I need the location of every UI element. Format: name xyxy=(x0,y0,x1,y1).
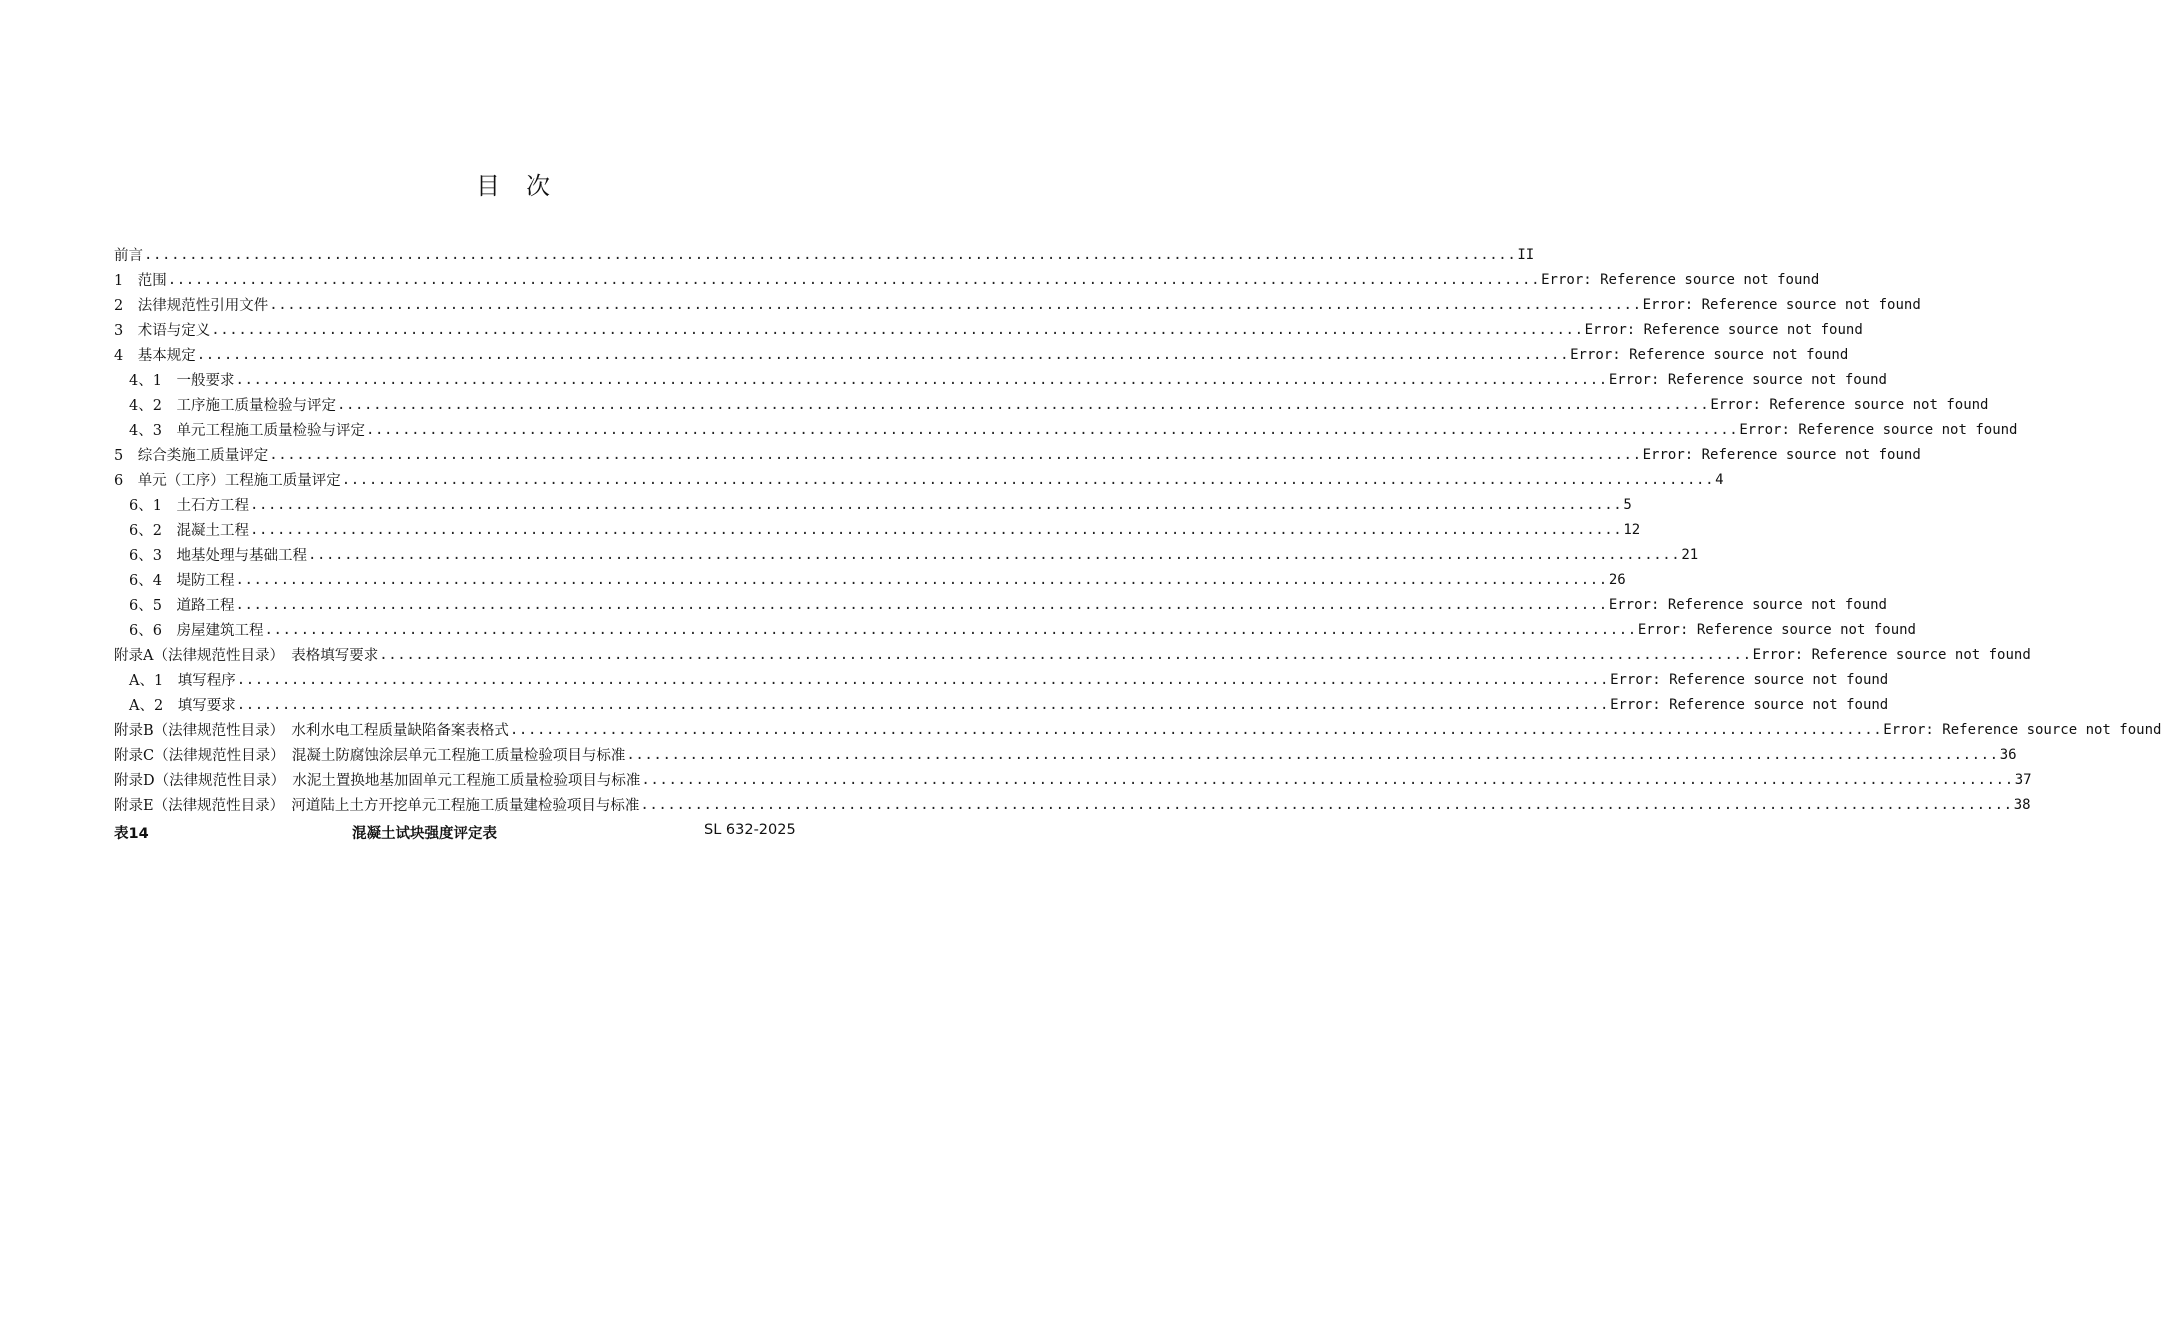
toc-entry-page: Error: Reference source not found xyxy=(1739,421,2018,438)
toc-entry[interactable] xyxy=(114,767,2032,792)
toc-entry-label: 4、1 一般要求 xyxy=(129,373,235,389)
toc-leader-dots: ........................................................................................................................................................ xyxy=(641,771,2014,788)
toc-entry-page: 37 xyxy=(2014,771,2032,788)
page-title-char-1: 目 xyxy=(476,172,500,200)
toc-entry-page: II xyxy=(1517,246,1535,263)
toc-leader-dots: ........................................................................................................................................................ xyxy=(236,696,1610,713)
toc-entry[interactable] xyxy=(114,567,1626,592)
toc-entry[interactable] xyxy=(114,442,1921,467)
toc-entry-page: Error: Reference source not found xyxy=(1610,696,1889,713)
page-title xyxy=(0,166,1026,201)
toc-leader-dots: ........................................................................................................................................................ xyxy=(269,446,1642,463)
toc-leader-dots: ........................................................................................................................................................ xyxy=(307,546,1681,563)
toc-entry-label: 6、5 道路工程 xyxy=(129,598,235,614)
toc-entry[interactable] xyxy=(114,517,1641,542)
toc-leader-dots: ........................................................................................................................................................ xyxy=(509,721,1883,738)
toc-leader-dots: ........................................................................................................................................................ xyxy=(269,296,1642,313)
toc-entry-label: 6 单元（工序）工程施工质量评定 xyxy=(114,473,341,489)
toc-entry-page: 21 xyxy=(1681,546,1699,563)
toc-leader-dots: ........................................................................................................................................................ xyxy=(640,796,2013,813)
toc-entry-page: Error: Reference source not found xyxy=(1710,396,1989,413)
toc-leader-dots: ........................................................................................................................................................ xyxy=(235,596,1608,613)
toc-entry-page: Error: Reference source not found xyxy=(1608,371,1887,388)
toc-entry[interactable] xyxy=(114,717,2161,742)
toc-leader-dots: ........................................................................................................................................................ xyxy=(336,396,1710,413)
toc-entry[interactable] xyxy=(114,617,1916,642)
toc-entry-page: Error: Reference source not found xyxy=(1541,271,1820,288)
toc-entry-label: 附录B（法律规范性目录） 水利水电工程质量缺陷备案表格式 xyxy=(114,723,509,739)
toc-entry-page: 26 xyxy=(1608,571,1626,588)
toc-entry-label: 4 基本规定 xyxy=(114,348,196,364)
toc-entry-label: 6、1 土石方工程 xyxy=(129,498,249,514)
toc-entry[interactable] xyxy=(114,492,1632,517)
toc-entry-label: 4、2 工序施工质量检验与评定 xyxy=(129,398,336,414)
toc-leader-dots: ........................................................................................................................................................ xyxy=(379,646,1752,663)
toc-entry-page: Error: Reference source not found xyxy=(1584,321,1863,338)
toc-entry-label: 6、4 堤防工程 xyxy=(129,573,235,589)
toc-entry[interactable] xyxy=(114,592,1887,617)
toc-leader-dots: ........................................................................................................................................................ xyxy=(249,521,1623,538)
toc-entry[interactable] xyxy=(114,667,1889,692)
toc-entry-page: Error: Reference source not found xyxy=(1610,671,1889,688)
toc-entry-label: 附录D（法律规范性目录） 水泥土置换地基加固单元工程施工质量检验项目与标准 xyxy=(114,773,641,789)
toc-entry-label: A、2 填写要求 xyxy=(129,698,236,714)
toc-leader-dots: ........................................................................................................................................................ xyxy=(211,321,1584,338)
toc-entry-page: Error: Reference source not found xyxy=(1642,296,1921,313)
toc-entry[interactable] xyxy=(114,467,1724,492)
toc-entry-page: Error: Reference source not found xyxy=(1570,346,1849,363)
toc-entry[interactable] xyxy=(114,642,2031,667)
toc-leader-dots: ........................................................................................................................................................ xyxy=(236,671,1610,688)
toc-leader-dots: ........................................................................................................................................................ xyxy=(144,246,1517,263)
toc-entry-label: 附录C（法律规范性目录） 混凝土防腐蚀涂层单元工程施工质量检验项目与标准 xyxy=(114,748,626,764)
toc-entry-label: 5 综合类施工质量评定 xyxy=(114,448,269,464)
table-title: 混凝土试块强度评定表 xyxy=(352,826,497,842)
toc-entry[interactable] xyxy=(114,392,1989,417)
toc-entry-page: Error: Reference source not found xyxy=(1883,721,2161,738)
toc-entry-page: 12 xyxy=(1623,521,1641,538)
toc-leader-dots: ........................................................................................................................................................ xyxy=(249,496,1623,513)
toc-entry-label: 6、6 房屋建筑工程 xyxy=(129,623,264,639)
toc-entry-label: 前言 xyxy=(114,248,143,264)
toc-entry[interactable] xyxy=(114,267,1820,292)
toc-entry-page: 36 xyxy=(1999,746,2017,763)
toc-entry-page: Error: Reference source not found xyxy=(1752,646,2031,663)
toc-entry-page: Error: Reference source not found xyxy=(1637,621,1916,638)
page-title-char-2: 次 xyxy=(526,172,550,200)
toc-entry-label: 6、3 地基处理与基础工程 xyxy=(129,548,307,564)
toc-leader-dots: ........................................................................................................................................................ xyxy=(196,346,1570,363)
toc-leader-dots: ........................................................................................................................................................ xyxy=(341,471,1715,488)
toc-entry[interactable] xyxy=(114,292,1921,317)
toc-entry-label: 2 法律规范性引用文件 xyxy=(114,298,269,314)
toc-leader-dots: ........................................................................................................................................................ xyxy=(167,271,1541,288)
toc-entry[interactable] xyxy=(114,692,1889,717)
toc-entry[interactable] xyxy=(114,542,1699,567)
table-caption xyxy=(114,822,859,842)
toc-entry-label: A、1 填写程序 xyxy=(129,673,236,689)
toc-entry-label: 1 范围 xyxy=(114,273,167,289)
toc-entry-label: 6、2 混凝土工程 xyxy=(129,523,249,539)
toc-entry[interactable] xyxy=(114,242,1535,267)
toc-entry-label: 附录E（法律规范性目录） 河道陆上土方开挖单元工程施工质量建检验项目与标准 xyxy=(114,798,640,814)
toc-entry-label: 4、3 单元工程施工质量检验与评定 xyxy=(129,423,365,439)
toc-entry[interactable] xyxy=(114,367,1887,392)
toc-entry[interactable] xyxy=(114,742,2017,767)
toc-entry[interactable] xyxy=(114,792,2031,817)
table-of-contents xyxy=(114,242,2161,817)
toc-leader-dots: ........................................................................................................................................................ xyxy=(235,371,1608,388)
toc-entry-label: 附录A（法律规范性目录） 表格填写要求 xyxy=(114,648,379,664)
toc-entry-page: 5 xyxy=(1623,496,1632,513)
toc-leader-dots: ........................................................................................................................................................ xyxy=(365,421,1739,438)
toc-leader-dots: ........................................................................................................................................................ xyxy=(235,571,1608,588)
toc-entry-page: 38 xyxy=(2013,796,2031,813)
toc-entry-page: Error: Reference source not found xyxy=(1608,596,1887,613)
standard-code: SL 632-2025 xyxy=(704,822,796,838)
toc-entry[interactable] xyxy=(114,417,2018,442)
toc-entry-page: Error: Reference source not found xyxy=(1642,446,1921,463)
toc-entry-page: 4 xyxy=(1715,471,1724,488)
toc-entry[interactable] xyxy=(114,317,1863,342)
toc-leader-dots: ........................................................................................................................................................ xyxy=(626,746,1999,763)
toc-entry-label: 3 术语与定义 xyxy=(114,323,211,339)
toc-leader-dots: ........................................................................................................................................................ xyxy=(264,621,1637,638)
table-number: 表14 xyxy=(114,826,149,842)
toc-entry[interactable] xyxy=(114,342,1849,367)
